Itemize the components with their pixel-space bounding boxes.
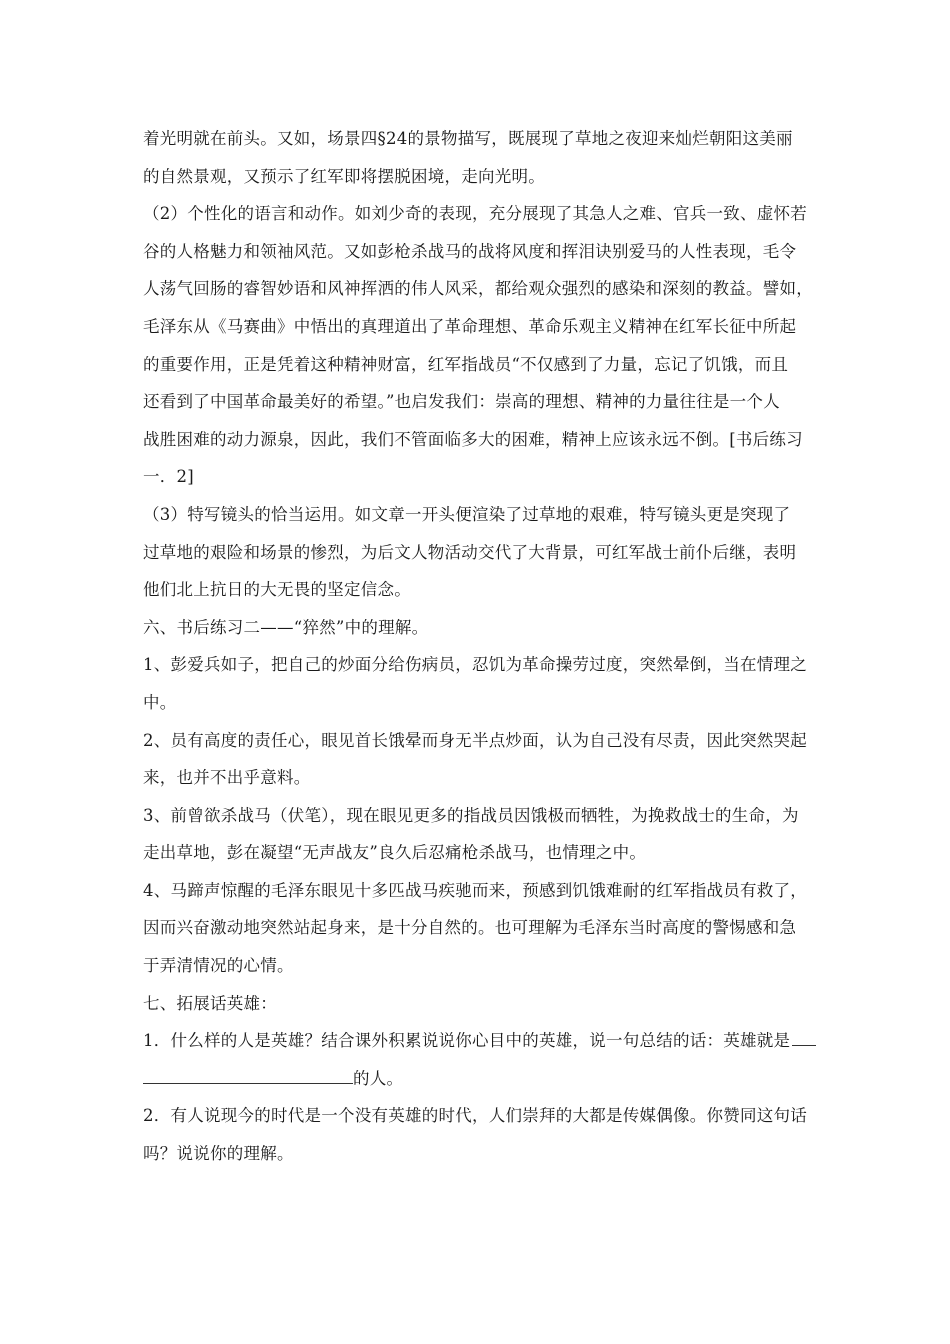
answer-suffix: 的人。	[353, 1068, 404, 1088]
text-line: 3、前曾欲杀战马（伏笔），现在眼见更多的指战员因饿极而牺牲，为挽救战士的生命，为	[143, 805, 799, 825]
text-line: 走出草地，彭在凝望“无声战友”良久后忍痛枪杀战马，也情理之中。	[143, 843, 647, 863]
text-line: 人荡气回肠的睿智妙语和风神挥洒的伟人风采，都给观众强烈的感染和深刻的教益。譬如，	[143, 279, 813, 299]
section-heading: 七、拓展话英雄：	[143, 993, 277, 1013]
text-line: 的重要作用，正是凭着这种精神财富，红军指战员“不仅感到了力量，忘记了饥饿，而且	[143, 354, 789, 374]
text-line: 于弄清情况的心情。	[143, 956, 294, 976]
text-line: 还看到了中国革命最美好的希望。”也启发我们：崇高的理想、精神的力量往往是一个人	[143, 392, 780, 412]
answer-blank[interactable]	[143, 1067, 353, 1084]
text-line: 中。	[143, 692, 177, 712]
text-line: 来，也并不出乎意料。	[143, 768, 311, 788]
question-line	[143, 1022, 815, 1060]
text-line: （2）个性化的语言和动作。如刘少奇的表现，充分展现了其急人之难、官兵一致、虚怀若	[143, 204, 807, 224]
text-line: 他们北上抗日的大无畏的坚定信念。	[143, 580, 411, 600]
document-page	[143, 120, 815, 1173]
text-line: 1、彭爱兵如子，把自己的炒面分给伤病员，忍饥为革命操劳过度，突然晕倒，当在情理之	[143, 655, 807, 675]
text-line: 一．2]	[143, 467, 194, 487]
text-line: 吗？说说你的理解。	[143, 1144, 294, 1164]
text-line: 2．有人说现今的时代是一个没有英雄的时代，人们崇拜的大都是传媒偶像。你赞同这句话	[143, 1106, 807, 1126]
section-heading: 六、书后练习二——“猝然”中的理解。	[143, 617, 429, 637]
text-line: 战胜困难的动力源泉，因此，我们不管面临多大的困难，精神上应该永远不倒。[书后练习	[143, 429, 803, 449]
answer-blank[interactable]	[792, 1029, 816, 1046]
text-line: 毛泽东从《马赛曲》中悟出的真理道出了革命理想、革命乐观主义精神在红军长征中所起	[143, 316, 797, 336]
text-line: 2、员有高度的责任心，眼见首长饿晕而身无半点炒面，认为自己没有尽责，因此突然哭起	[143, 730, 807, 750]
text-line: 着光明就在前头。又如，场景四§24的景物描写，既展现了草地之夜迎来灿烂朝阳这美丽	[143, 129, 793, 148]
text-line: 过草地的艰险和场景的惨烈，为后文人物活动交代了大背景，可红军战士前仆后继，表明	[143, 542, 797, 562]
text-line: 4、马蹄声惊醒的毛泽东眼见十多匹战马疾驰而来，预感到饥饿难耐的红军指战员有救了，	[143, 880, 807, 900]
text-line: 谷的人格魅力和领袖风范。又如彭枪杀战马的战将风度和挥泪诀别爱马的人性表现，毛令	[143, 241, 797, 261]
text-line: 因而兴奋激动地突然站起身来，是十分自然的。也可理解为毛泽东当时高度的警惕感和急	[143, 918, 797, 938]
text-line: （3）特写镜头的恰当运用。如文章一开头便渲染了过草地的艰难，特写镜头更是突现了	[143, 504, 791, 524]
answer-line	[143, 1060, 815, 1098]
text-line: 的自然景观，又预示了红军即将摆脱困境，走向光明。	[143, 166, 545, 186]
question-text: 1．什么样的人是英雄？结合课外积累说说你心目中的英雄，说一句总结的话：英雄就是	[143, 1031, 791, 1051]
